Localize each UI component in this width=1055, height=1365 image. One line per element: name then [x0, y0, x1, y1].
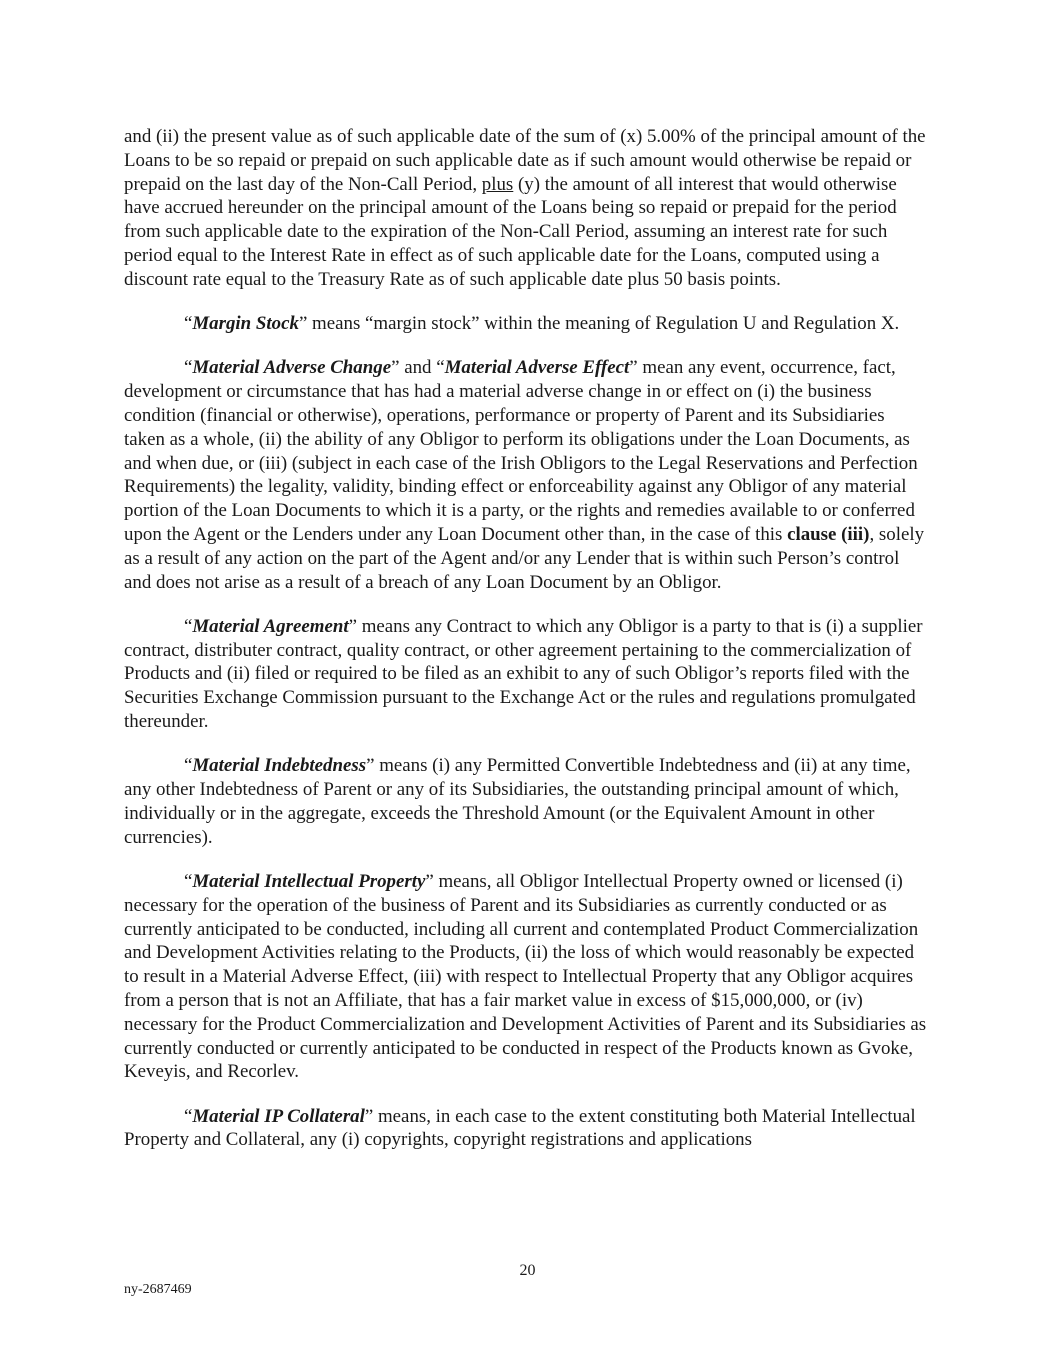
definition-text: ” and “	[391, 357, 445, 379]
open-quote: “	[184, 615, 193, 637]
document-body	[124, 125, 930, 1173]
definition-material-ip-collateral	[124, 1105, 930, 1153]
open-quote: “	[184, 1105, 193, 1127]
definition-text: ” means, all Obligor Intellectual Property owned or licensed (i) necessary for the operation of the business of Parent and its Subsidiaries as currently conducted or as currently anticipated to be conducted, including all current and contemplated Product Commercialization and Development Activities relating to the Products, (ii) the loss of which would reasonably be expected to result in a Material Adverse Effect, (iii) with respect to Intellectual Property that any Obligor acquires from a person that is not an Affiliate, that has a fair market value in excess of $15,000,000, or (iv) necessary for the Product Commercialization and Development Activities of Parent and its Subsidiaries as currently conducted or currently anticipated to be conducted in respect of the Products known as Gvoke, Keveyis, and Recorlev.	[124, 871, 927, 1083]
definition-material-agreement	[124, 615, 930, 734]
document-id: ny-2687469	[124, 1282, 192, 1297]
page-number: 20	[519, 1262, 536, 1279]
defined-term: Material Adverse Effect	[444, 357, 630, 379]
defined-term: Material Agreement	[192, 615, 349, 637]
open-quote: “	[184, 871, 193, 893]
open-quote: “	[184, 755, 193, 777]
defined-term: Material Adverse Change	[192, 357, 392, 379]
definition-margin-stock	[124, 312, 930, 336]
definition-text: ” mean any event, occurrence, fact, development or circumstance that has had a material adverse change in or effect on (i) the business condition (financial or otherwise), operations, performance or property of Parent and its Subsidiaries taken as a whole, (ii) the ability of any Obligor to perform its obligations under the Loan Documents, as and when due, or (iii) (subject in each case of the Irish Obligors to the Legal Reservations and Perfection Requirements) the legality, validity, binding effect or enforceability against any Obligor of any material portion of the Loan Documents to which it is a party, or the rights and remedies available to or conferred upon the Agent or the Lenders under any Loan Document other than, in the case of this	[124, 357, 918, 545]
definition-text: ” means any Contract to which any Obligor is a party to that is (i) a supplier contract, distributer contract, quality contract, or other agreement pertaining to the commercialization of Products and (ii) filed or required to be filed as an exhibit to any of such Obligor’s reports filed with the Securities Exchange Commission pursuant to the Exchange Act or the rules and regulations promulgated thereunder.	[124, 615, 923, 733]
definition-material-indebtedness	[124, 754, 930, 849]
definition-material-intellectual-property	[124, 870, 930, 1084]
bold-clause-reference: clause (iii)	[787, 523, 870, 545]
definition-text: ” means (i) any Permitted Convertible Indebtedness and (ii) at any time, any other Indebtedness of Parent or any of its Subsidiaries, the outstanding principal amount of which, individually or in the aggregate, exceeds the Threshold Amount (or the Equivalent Amount in other currencies).	[124, 755, 911, 848]
definition-text: ” means “margin stock” within the meaning of Regulation U and Regulation X.	[298, 313, 900, 335]
open-quote: “	[184, 357, 193, 379]
defined-term: Material Indebtedness	[192, 755, 367, 777]
defined-term: Material IP Collateral	[192, 1105, 365, 1127]
definition-text: , solely as a result of any action on the part of the Agent and/or any Lender that is within such Person’s control and does not arise as a result of a breach of any Loan Document by an Obligor.	[124, 523, 925, 593]
definition-material-adverse-change	[124, 356, 930, 594]
open-quote: “	[184, 313, 193, 335]
underlined-plus: plus	[481, 173, 514, 195]
paragraph-continuation	[124, 125, 930, 292]
definition-text: ” means, in each case to the extent constituting both Material Intellectual Property and Collateral, any (i) copyrights, copyright registrations and applications	[124, 1105, 916, 1151]
defined-term: Material Intellectual Property	[192, 871, 426, 893]
paragraph-text: (y) the amount of all interest that would otherwise have accrued hereunder on the principal amount of the Loans being so repaid or prepaid for the period from such applicable date to the expiration of the Non-Call Period, assuming an interest rate for such period equal to the Interest Rate in effect as of such applicable date for the Loans, computed using a discount rate equal to the Treasury Rate as of such applicable date plus 50 basis points.	[124, 173, 897, 290]
defined-term: Margin Stock	[192, 313, 299, 335]
paragraph-text: and (ii) the present value as of such applicable date of the sum of (x) 5.00% of the principal amount of the Loans to be so repaid or prepaid on such applicable date as if such amount would otherwise be repaid or prepaid on the last day of the Non-Call Period,	[124, 126, 926, 195]
